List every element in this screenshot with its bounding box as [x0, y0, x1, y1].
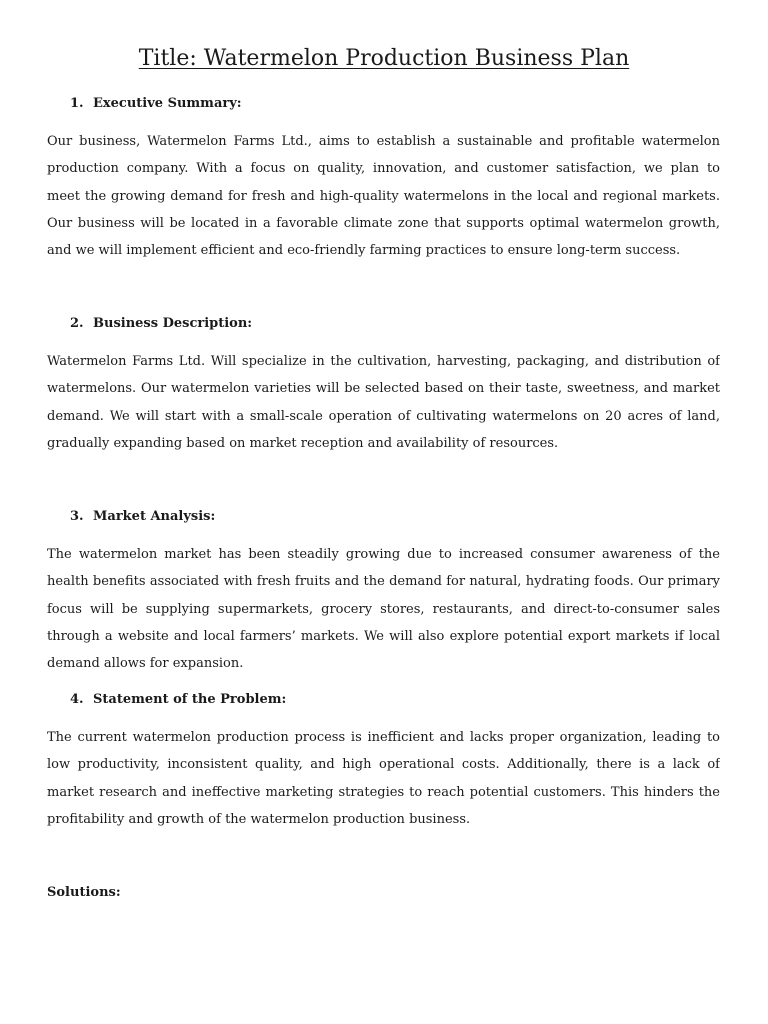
section-number: 1. [70, 96, 84, 111]
section-number: 4. [70, 692, 84, 707]
section-title: Business Description: [93, 316, 253, 331]
text-line: production company. With a focus on quality, innovation, and customer satisfaction, we plan to [47, 161, 720, 177]
paragraph-statement-of-problem [47, 724, 720, 833]
text-line: demand allows for expansion. [47, 656, 244, 672]
document-title: Title: Watermelon Production Business Plan [138, 46, 630, 71]
text-line: gradually expanding based on market reception and availability of resources. [47, 435, 559, 451]
section-title: Statement of the Problem: [93, 692, 287, 707]
text-line: focus will be supplying supermarkets, grocery stores, restaurants, and direct-to-consumer sales [47, 601, 720, 617]
paragraph-business-description [47, 348, 720, 457]
text-line: profitability and growth of the watermelon production business. [47, 811, 471, 827]
section-number: 2. [70, 316, 84, 331]
section-number: 3. [70, 509, 84, 524]
text-line: demand. We will start with a small-scale operation of cultivating watermelons on 20 acres of land, [47, 408, 720, 424]
text-line: Our business, Watermelon Farms Ltd., aims to establish a sustainable and profitable watermelon [47, 134, 720, 149]
text-line: The current watermelon production process is inefficient and lacks proper organization, leading to [47, 730, 720, 745]
paragraph-market-analysis [47, 541, 720, 677]
section-heading-business-description [70, 315, 252, 333]
solutions-heading: Solutions: [47, 885, 121, 900]
section-heading-statement-of-problem [70, 691, 286, 709]
text-line: Our business will be located in a favorable climate zone that supports optimal watermelon growth, [47, 215, 720, 231]
text-line: through a website and local farmers’ markets. We will also explore potential export markets if local [47, 628, 720, 644]
text-line: watermelons. Our watermelon varieties will be selected based on their taste, sweetness, and market [47, 381, 720, 397]
text-line: The watermelon market has been steadily growing due to increased consumer awareness of the [47, 547, 720, 562]
section-heading-executive-summary [70, 95, 242, 113]
text-line: market research and ineffective marketing strategies to reach potential customers. This hinders the [47, 784, 720, 800]
section-heading-market-analysis [70, 508, 215, 526]
section-title: Executive Summary: [93, 96, 242, 111]
text-line: meet the growing demand for fresh and high-quality watermelons in the local and regional markets. [47, 188, 720, 204]
text-line: low productivity, inconsistent quality, and high operational costs. Additionally, there is a lack of [47, 757, 720, 773]
text-line: Watermelon Farms Ltd. Will specialize in the cultivation, harvesting, packaging, and distribution of [47, 354, 720, 369]
text-line: and we will implement efficient and eco-friendly farming practices to ensure long-term success. [47, 243, 681, 259]
paragraph-executive-summary [47, 128, 720, 264]
section-title: Market Analysis: [93, 509, 216, 524]
text-line: health benefits associated with fresh fruits and the demand for natural, hydrating foods. Our primary [47, 574, 720, 590]
